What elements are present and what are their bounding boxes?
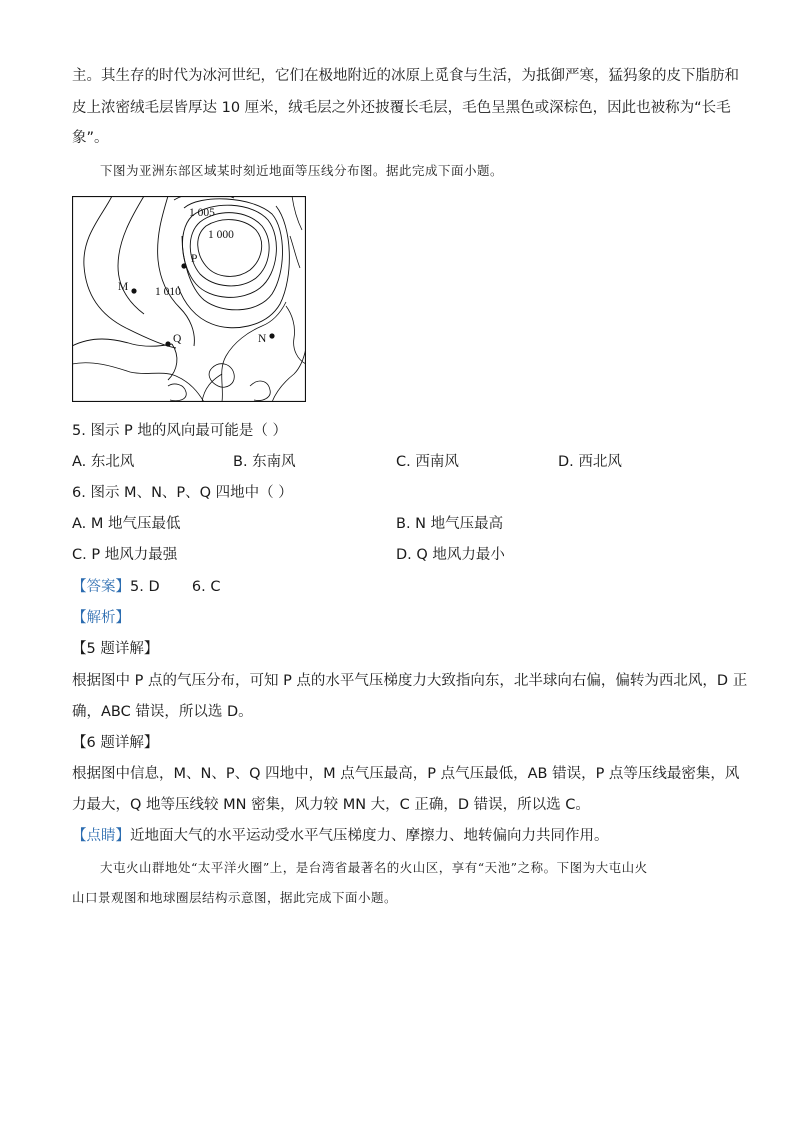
detail5-line-2: 确，ABC 错误，所以选 D。 (72, 704, 253, 720)
passage-line-1: 主。其生存的时代为冰河世纪，它们在极地附近的冰原上觅食与生活，为抵御严寒，猛犸象的皮下脂肪和 (72, 68, 739, 84)
q6-option-b: B. N 地气压最高 (396, 516, 504, 532)
label-p: P (191, 253, 198, 265)
analysis-label: 【解析】 (72, 610, 130, 626)
label-m: M (118, 281, 129, 293)
q6-option-d: D. Q 地风力最小 (396, 547, 505, 563)
q5-stem: 5. 图示 P 地的风向最可能是（ ） (72, 423, 288, 439)
next-intro-line-2: 山口景观图和地球圈层结构示意图，据此完成下面小题。 (72, 890, 398, 905)
label-1010: 1 010 (155, 286, 181, 298)
passage-line-3: 象”。 (72, 130, 109, 146)
q6-option-a: A. M 地气压最低 (72, 516, 181, 532)
label-1000: 1 000 (208, 229, 234, 241)
q5-option-b: B. 东南风 (233, 454, 296, 470)
answer-line (72, 577, 220, 597)
detail6-line-2: 力最大，Q 地等压线较 MN 密集，风力较 MN 大，C 正确，D 错误，所以选 C。 (72, 797, 590, 813)
detail6-line-1: 根据图中信息，M、N、P、Q 四地中，M 点气压最高，P 点气压最低，AB 错误，P 点等压线最密集，风 (72, 766, 740, 782)
detail6-title: 【6 题详解】 (72, 735, 159, 751)
label-q: Q (173, 333, 182, 345)
q5-option-a: A. 东北风 (72, 454, 135, 470)
passage-line-2: 皮上浓密绒毛层皆厚达 10 厘米，绒毛层之外还披覆长毛层，毛色呈黑色或深棕色，因此也被称为“长毛 (72, 100, 731, 116)
detail5-title: 【5 题详解】 (72, 641, 159, 657)
point-n-dot (269, 333, 274, 338)
q6-option-c: C. P 地风力最强 (72, 547, 178, 563)
q6-stem: 6. 图示 M、N、P、Q 四地中（ ） (72, 485, 293, 501)
tip-text: 近地面大气的水平运动受水平气压梯度力、摩擦力、地转偏向力共同作用。 (130, 828, 609, 844)
answer-label: 【答案】 (72, 579, 130, 595)
label-1005: 1 005 (189, 207, 215, 219)
map-intro: 下图为亚洲东部区域某时刻近地面等压线分布图。据此完成下面小题。 (100, 163, 504, 178)
label-n: N (258, 333, 267, 345)
answer-value: 5. D 6. C (130, 579, 221, 595)
map-frame (73, 197, 306, 402)
q5-option-c: C. 西南风 (396, 454, 459, 470)
next-intro-line-1: 大屯火山群地处“太平洋火圈”上，是台湾省最著名的火山区，享有“天池”之称。下图为大屯山火 (100, 860, 648, 875)
isobar-map (72, 196, 306, 402)
point-m-dot (131, 288, 136, 293)
tip-label: 【点睛】 (72, 828, 130, 844)
tip-line (72, 826, 609, 846)
point-p-dot (181, 263, 186, 268)
detail5-line-1: 根据图中 P 点的气压分布，可知 P 点的水平气压梯度力大致指向东，北半球向右偏，偏转为西北风，D 正 (72, 673, 748, 689)
point-q-dot (165, 341, 170, 346)
q5-option-d: D. 西北风 (558, 454, 622, 470)
